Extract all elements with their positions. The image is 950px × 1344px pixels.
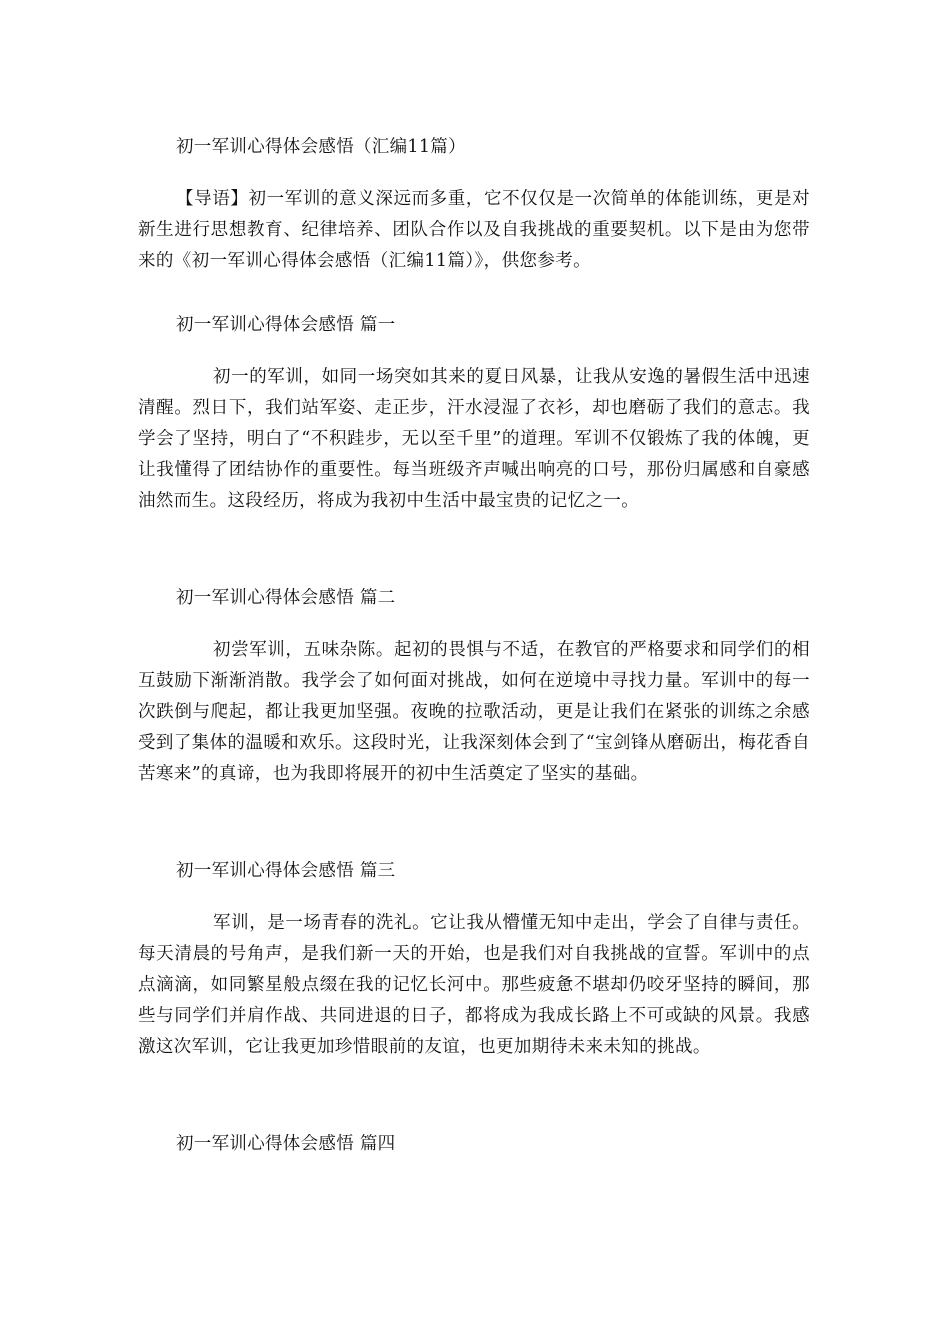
section-body-1: 初一的军训，如同一场突如其来的夏日风暴，让我从安逸的暑假生活中迅速清醒。烈日下，我们站军姿、走正步，汗水浸湿了衣衫，却也磨砺了我们的意志。我学会了坚持，明白了“不积跬步，无以至千里”的道理。军训不仅锻炼了我的体魄，更让我懂得了团结协作的重要性。每当班级齐声喊出响亮的口号，那份归属感和自豪感油然而生。这段经历，将成为我初中生活中最宝贵的记忆之一。 [138, 367, 810, 511]
document-title: 初一军训心得体会感悟（汇编11篇） [176, 137, 466, 157]
section-heading-1: 初一军训心得体会感悟 篇一 [176, 315, 396, 335]
section-body-3: 军训，是一场青春的洗礼。它让我从懵懂无知中走出，学会了自律与责任。每天清晨的号角声，是我们新一天的开始，也是我们对自我挑战的宣誓。军训中的点点滴滴，如同繁星般点缀在我的记忆长河中。那些疲惫不堪却仍咬牙坚持的瞬间，那些与同学们并肩作战、共同进退的日子，都将成为我成长路上不可或缺的风景。我感激这次军训，它让我更加珍惜眼前的友谊，也更加期待未来未知的挑战。 [138, 913, 810, 1057]
section-body-2: 初尝军训，五味杂陈。起初的畏惧与不适，在教官的严格要求和同学们的相互鼓励下渐渐消散。我学会了如何面对挑战，如何在逆境中寻找力量。军训中的每一次跌倒与爬起，都让我更加坚强。夜晚的拉歌活动，更是让我们在紧张的训练之余感受到了集体的温暖和欢乐。这段时光，让我深刻体会到了“宝剑锋从磨砺出，梅花香自苦寒来”的真谛，也为我即将展开的初中生活奠定了坚实的基础。 [138, 640, 810, 784]
section-heading-4: 初一军训心得体会感悟 篇四 [176, 1134, 396, 1154]
intro-paragraph: 【导语】初一军训的意义深远而多重，它不仅仅是一次简单的体能训练，更是对新生进行思想教育、纪律培养、团队合作以及自我挑战的重要契机。以下是由为您带来的《初一军训心得体会感悟（汇编11篇）》，供您参考。 [138, 189, 810, 271]
section-heading-3: 初一军训心得体会感悟 篇三 [176, 861, 396, 881]
section-heading-2: 初一军训心得体会感悟 篇二 [176, 588, 396, 608]
